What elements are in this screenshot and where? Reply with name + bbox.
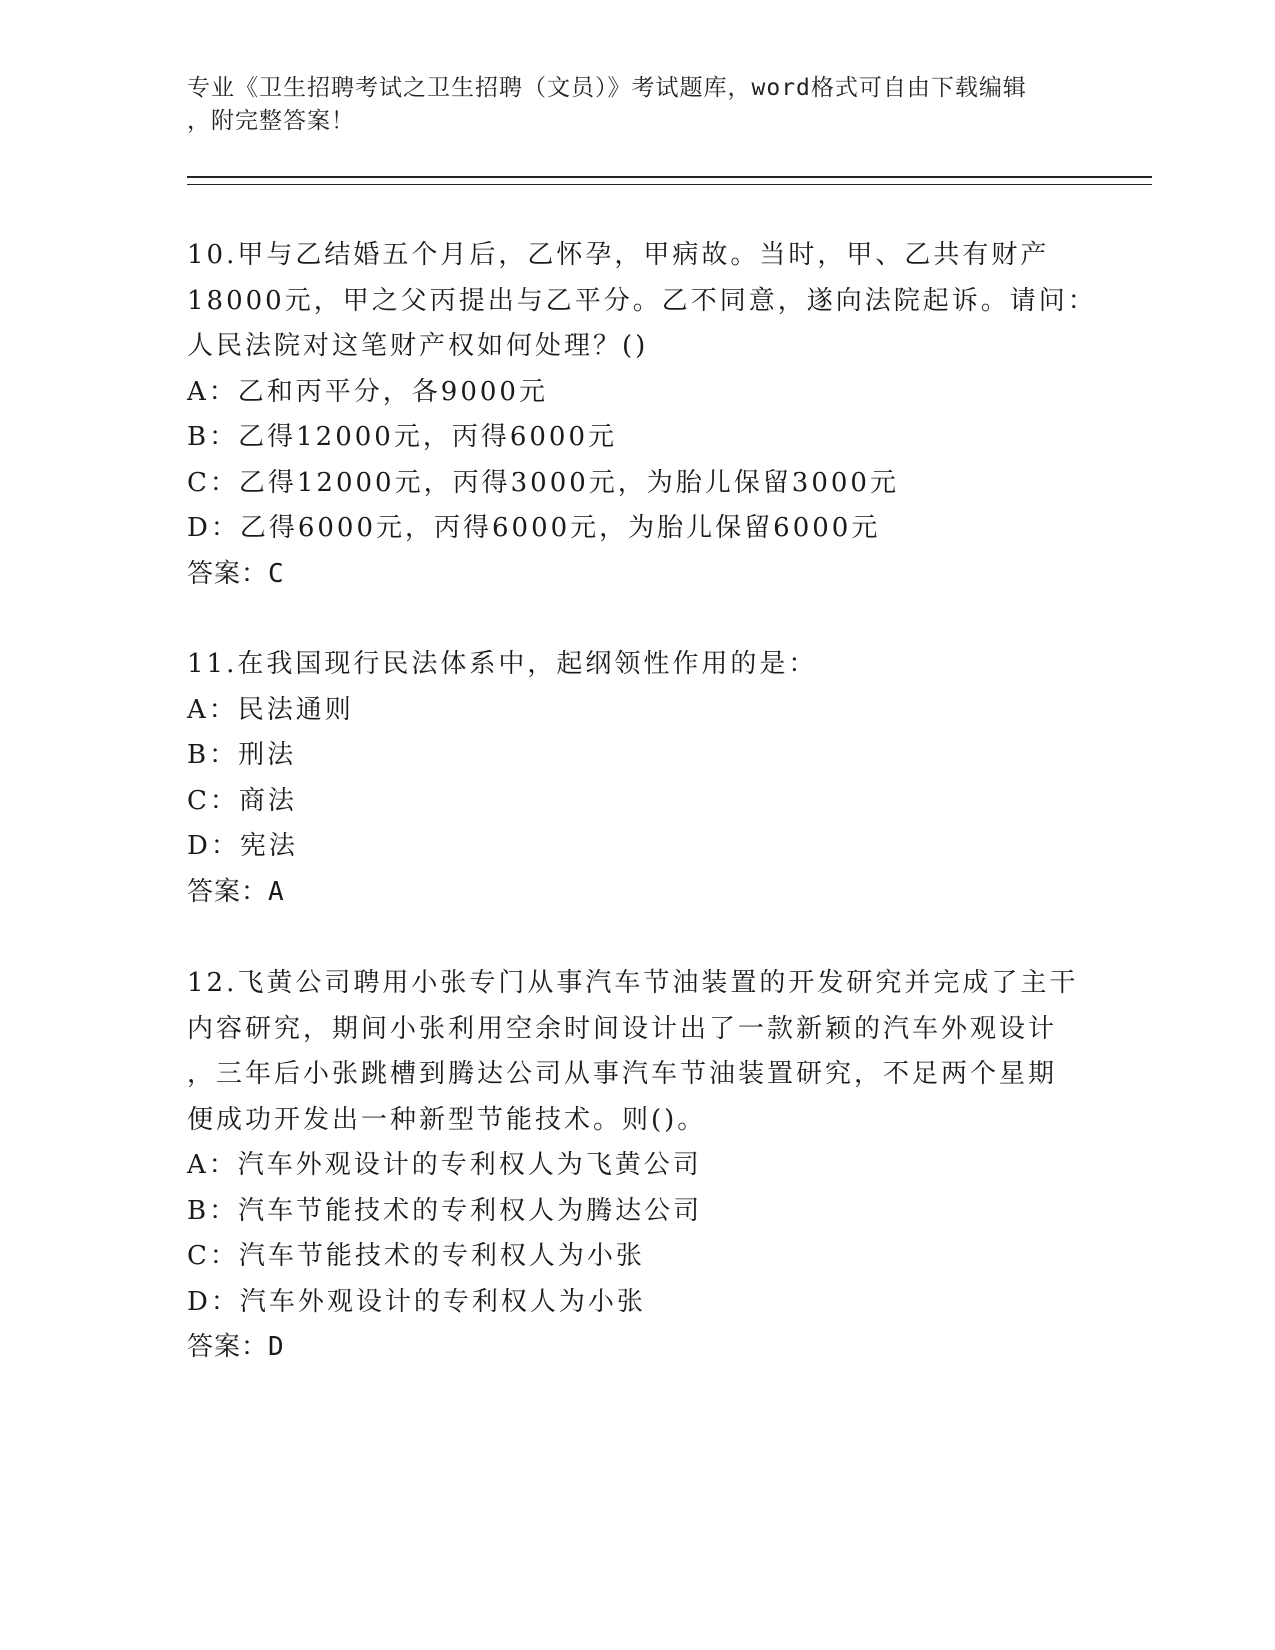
option-b: B：汽车节能技术的专利权人为腾达公司 bbox=[187, 1195, 703, 1226]
option-c: C：乙得12000元，丙得3000元，为胎儿保留3000元 bbox=[187, 467, 899, 498]
option-a: A：汽车外观设计的专利权人为飞黄公司 bbox=[187, 1150, 702, 1180]
option-d: D：宪法 bbox=[187, 831, 298, 861]
header-divider bbox=[187, 176, 1152, 185]
question-text-line: 12.飞黄公司聘用小张专门从事汽车节油装置的开发研究并完成了主干 bbox=[187, 968, 1079, 998]
option-d: D：汽车外观设计的专利权人为小张 bbox=[187, 1286, 646, 1317]
question-11 bbox=[187, 642, 1087, 915]
option-c: C：汽车节能技术的专利权人为小张 bbox=[187, 1241, 645, 1271]
question-10 bbox=[187, 233, 1097, 597]
question-text-line: 便成功开发出一种新型节能技术。则()。 bbox=[187, 1104, 707, 1135]
header-line-1: 专业《卫生招聘考试之卫生招聘（文员）》考试题库，word格式可自由下载编辑 bbox=[187, 75, 1027, 101]
document-header bbox=[187, 72, 1067, 138]
question-text-line: 内容研究，期间小张利用空余时间设计出了一款新颖的汽车外观设计 bbox=[187, 1013, 1058, 1044]
option-c: C：商法 bbox=[187, 785, 297, 816]
answer-line: 答案：C bbox=[187, 558, 285, 589]
question-text-line: ，三年后小张跳槽到腾达公司从事汽车节油装置研究，不足两个星期 bbox=[187, 1059, 1058, 1089]
question-text-line: 18000元，甲之父丙提出与乙平分。乙不同意，遂向法院起诉。请问： bbox=[187, 285, 1097, 316]
question-text-line: 10.甲与乙结婚五个月后，乙怀孕，甲病故。当时，甲、乙共有财产 bbox=[187, 240, 1050, 270]
option-b: B：乙得12000元，丙得6000元 bbox=[187, 422, 617, 452]
header-line-2: ，附完整答案！ bbox=[187, 108, 355, 134]
question-text-line: 人民法院对这笔财产权如何处理？() bbox=[187, 331, 649, 361]
option-b: B：刑法 bbox=[187, 740, 297, 770]
question-text-line: 11.在我国现行民法体系中，起纲领性作用的是： bbox=[187, 649, 818, 679]
option-a: A：民法通则 bbox=[187, 694, 354, 725]
question-12 bbox=[187, 961, 1087, 1371]
option-d: D：乙得6000元，丙得6000元，为胎儿保留6000元 bbox=[187, 513, 881, 543]
answer-line: 答案：D bbox=[187, 1332, 285, 1362]
option-a: A：乙和丙平分，各9000元 bbox=[187, 376, 548, 407]
answer-line: 答案：A bbox=[187, 876, 285, 907]
